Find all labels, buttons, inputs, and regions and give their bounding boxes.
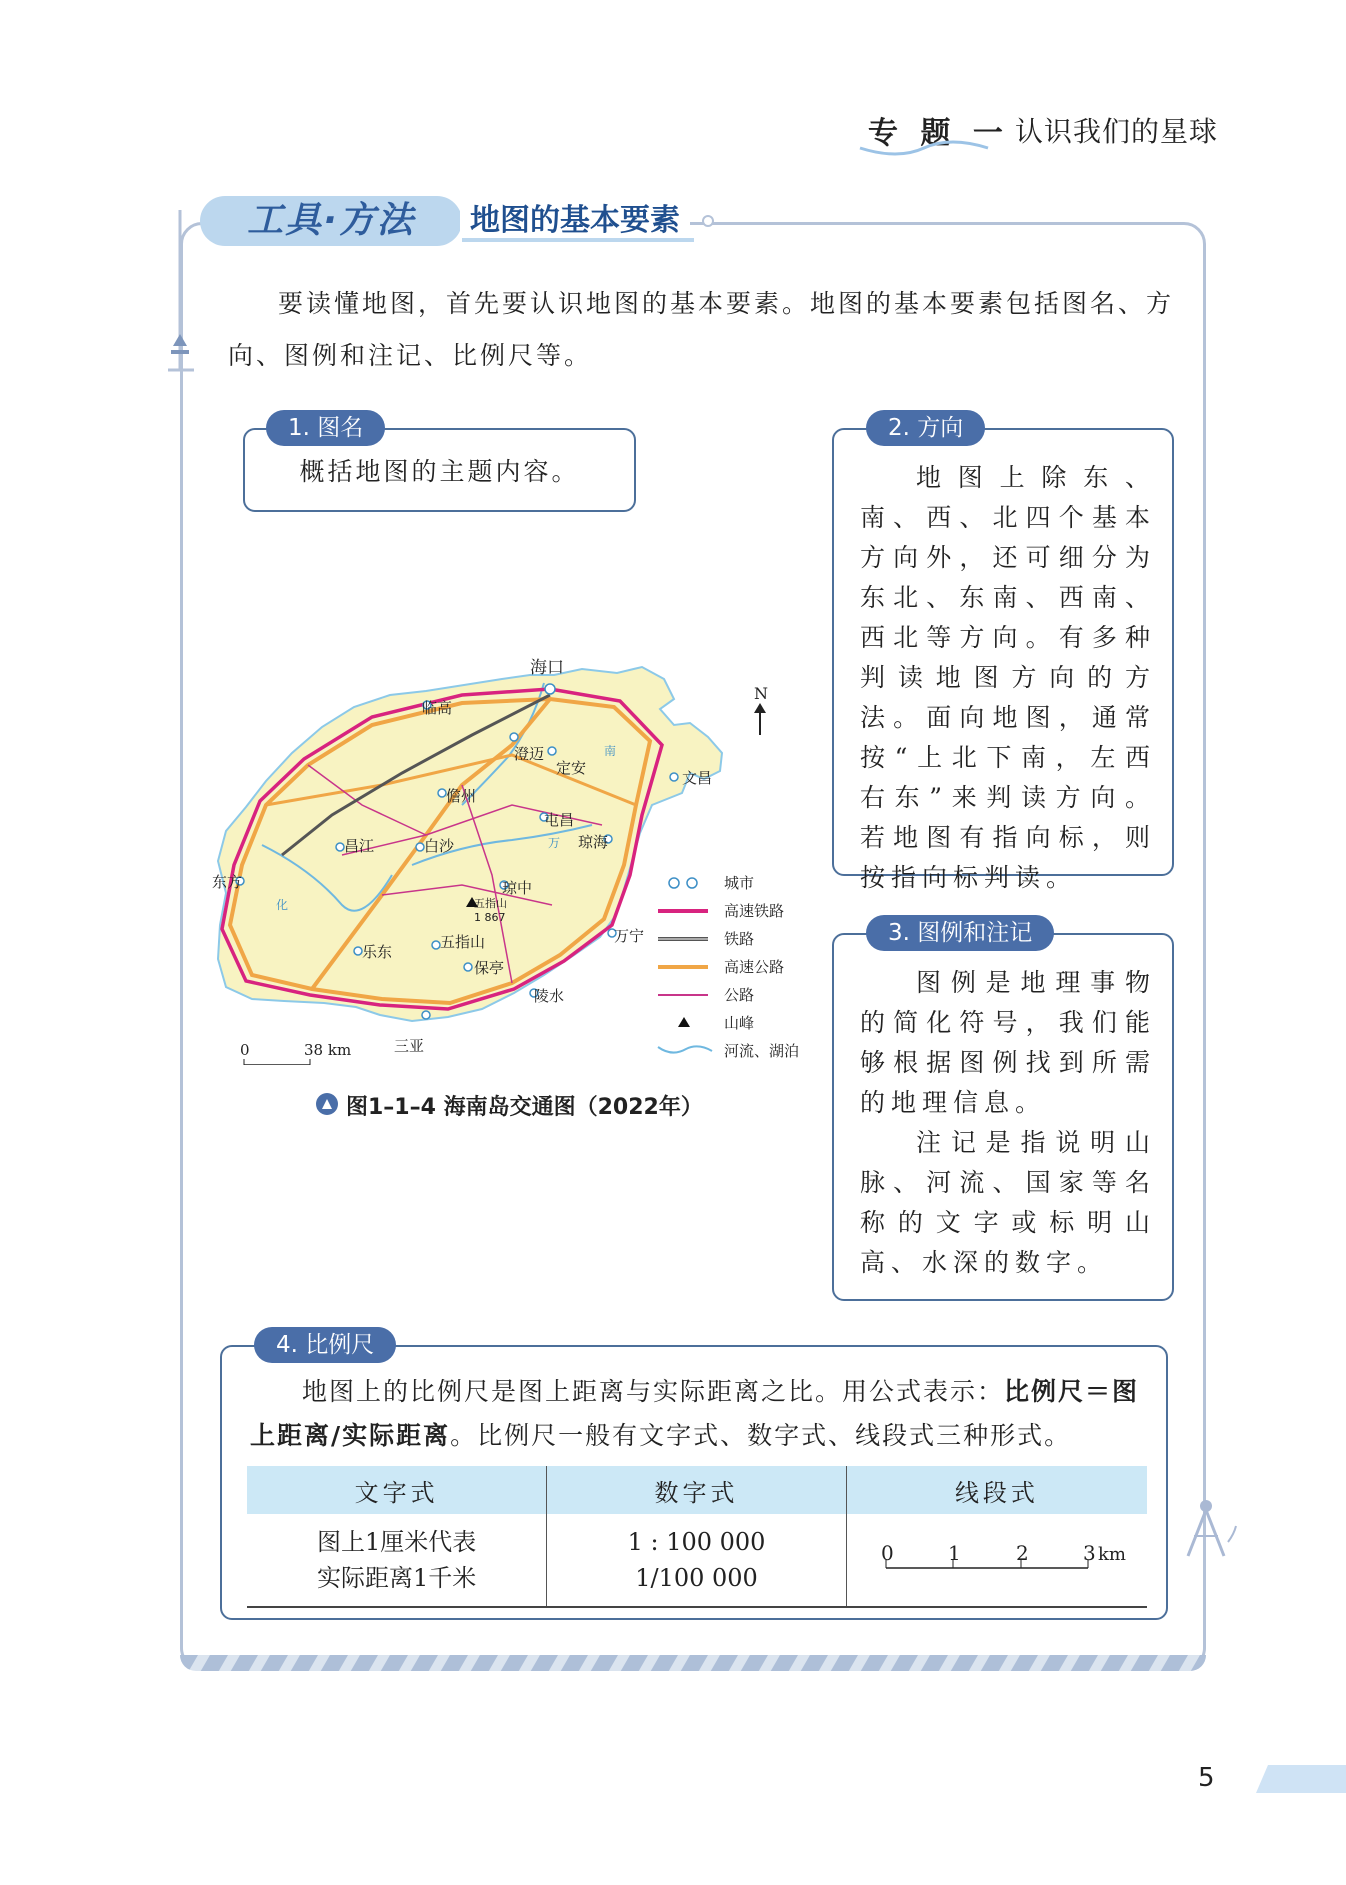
- svg-text:河流、湖泊: 河流、湖泊: [724, 1042, 800, 1060]
- svg-text:乐东: 乐东: [362, 943, 393, 961]
- bar-tick-2: 2: [1015, 1541, 1029, 1565]
- direction-tag: 2. 方向: [866, 410, 985, 446]
- frame-bottom-stripes: [180, 1655, 1206, 1671]
- map-title-tag: 1. 图名: [266, 410, 385, 446]
- direction-text: 地图上除东、南、西、北四个基本方向外，还可细分为东北、东南、西南、西北等方向。有多种判读地图方向的方法。面向地图，通常按“上北下南，左西右东”来判读方向。若地图有指向标，则按指向标判读。: [860, 463, 1156, 892]
- svg-text:琼中: 琼中: [502, 879, 533, 897]
- scale-forms-table: [247, 1466, 1147, 1608]
- svg-text:海口: 海口: [530, 658, 564, 678]
- topic-underline-decoration: [858, 138, 990, 158]
- scale-text-a: 地图上的比例尺是图上距离与实际距离之比。用公式表示：: [302, 1377, 1005, 1406]
- header-verbal: 文字式: [247, 1466, 547, 1514]
- chapter-title: 认识我们的星球: [1015, 115, 1219, 148]
- annotation-paragraph: 注记是指说明山脉、河流、国家等名称的文字或标明山高、水深的数字。: [860, 1128, 1156, 1277]
- cell-numeric: [547, 1514, 847, 1607]
- svg-text:高速铁路: 高速铁路: [724, 902, 785, 920]
- svg-text:铁路: 铁路: [724, 930, 755, 948]
- bar-unit: km: [1097, 1544, 1126, 1565]
- line-scale-bar: [862, 1530, 1132, 1580]
- svg-text:定安: 定安: [556, 759, 587, 777]
- svg-text:文昌: 文昌: [682, 769, 713, 787]
- table-row: [247, 1514, 1147, 1607]
- svg-text:五指山: 五指山: [440, 933, 486, 951]
- svg-text:三亚: 三亚: [394, 1037, 425, 1055]
- svg-text:城市: 城市: [724, 874, 755, 892]
- svg-text:南: 南: [604, 744, 617, 758]
- svg-text:五指山: 五指山: [474, 897, 507, 910]
- cell-bar: [846, 1514, 1147, 1607]
- bar-tick-1: 1: [947, 1541, 961, 1565]
- verbal-line-1: 图上1厘米代表: [316, 1528, 477, 1556]
- title-line-dot: [700, 214, 730, 228]
- hainan-transport-map: [212, 655, 832, 1065]
- svg-text:万宁: 万宁: [614, 927, 645, 945]
- header-bar: 线段式: [846, 1466, 1147, 1514]
- section-title: 地图的基本要素: [470, 203, 680, 238]
- category-pill: 工具·方法: [200, 196, 462, 246]
- verbal-line-2: 实际距离1千米: [316, 1564, 477, 1592]
- map-title-text: 概括地图的主题内容。: [299, 457, 580, 486]
- svg-text:N: N: [754, 684, 768, 703]
- intro-paragraph: 要读懂地图，首先要认识地图的基本要素。地图的基本要素包括图名、方向、图例和注记、比例尺等。: [228, 289, 1175, 370]
- svg-text:屯昌: 屯昌: [544, 811, 575, 829]
- scale-tag: 4. 比例尺: [254, 1327, 396, 1363]
- svg-text:山峰: 山峰: [724, 1014, 755, 1032]
- svg-text:白沙: 白沙: [424, 837, 455, 855]
- svg-text:高速公路: 高速公路: [724, 958, 785, 976]
- svg-text:万: 万: [548, 836, 561, 850]
- svg-text:临高: 临高: [422, 699, 453, 717]
- header-numeric: 数字式: [547, 1466, 847, 1514]
- caption-triangle-icon: [316, 1093, 338, 1115]
- svg-text:昌江: 昌江: [344, 837, 375, 855]
- bar-tick-0: 0: [880, 1541, 894, 1565]
- scale-text: [250, 1370, 1150, 1458]
- svg-text:东方: 东方: [212, 873, 243, 891]
- bar-tick-3: 3: [1082, 1541, 1096, 1565]
- svg-text:儋州: 儋州: [446, 787, 477, 805]
- scale-formula: 比例尺＝图上距离/实际距离: [250, 1377, 1140, 1450]
- scale-text-b: 。比例尺一般有文字式、数字式、线段式三种形式。: [450, 1421, 1072, 1450]
- svg-text:1 867: 1 867: [474, 911, 506, 924]
- svg-text:澄迈: 澄迈: [514, 745, 545, 763]
- topic-label: 专 题 一: [868, 116, 1009, 151]
- table-header-row: [247, 1466, 1147, 1514]
- legend-annotation-tag: 3. 图例和注记: [866, 915, 1054, 951]
- numeric-line-1: 1 : 100 000: [627, 1528, 766, 1556]
- legend-paragraph: 图例是地理事物的简化符号，我们能够根据图例找到所需的地理信息。: [860, 968, 1156, 1117]
- map-scale-end: 38 km: [304, 1041, 352, 1059]
- map-scale-start: 0: [240, 1041, 250, 1059]
- numeric-line-2: 1/100 000: [635, 1564, 758, 1592]
- svg-text:琼海: 琼海: [578, 833, 609, 851]
- map-legend: [658, 874, 799, 1060]
- svg-text:陵水: 陵水: [534, 987, 565, 1005]
- svg-text:公路: 公路: [724, 986, 755, 1004]
- compass-drawing-icon: [1184, 1498, 1240, 1560]
- frame-arrow-decoration: [168, 210, 198, 380]
- cell-verbal: [247, 1514, 547, 1607]
- map-caption: 图1–1–4 海南岛交通图（2022年）: [346, 1095, 703, 1120]
- section-title-underline: [462, 238, 694, 242]
- svg-text:化: 化: [276, 898, 289, 912]
- legend-annotation-text: [860, 963, 1156, 1283]
- svg-text:保亭: 保亭: [474, 959, 505, 977]
- page-number: 5: [1198, 1763, 1215, 1793]
- page-corner-band: [1256, 1765, 1346, 1793]
